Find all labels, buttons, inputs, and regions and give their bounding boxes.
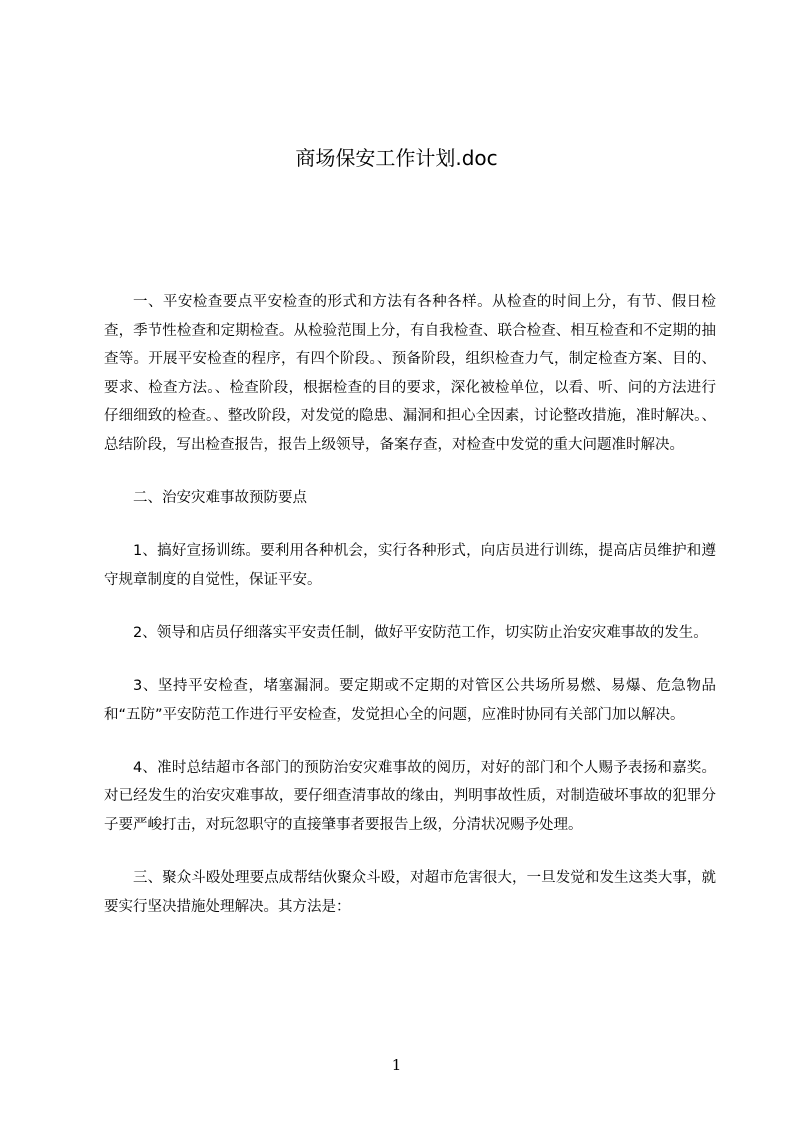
paragraph-item-1: 1、搞好宣扬训练。要利用各种机会，实行各种形式，向店员进行训练，提高店员维护和遵守规章制度的自觉性，保证平安。	[104, 543, 716, 588]
document-title: 商场保安工作计划.doc	[295, 146, 498, 170]
page-number: 1	[391, 1056, 402, 1074]
document-body	[104, 288, 716, 946]
paragraph-heading-disaster-prevention: 二、治安灾难事故预防要点	[133, 490, 307, 507]
paragraph-brawl-handling: 三、聚众斗殴处理要点成帮结伙聚众斗殴，对超市危害很大，一旦发觉和发生这类大事，就要实行坚决措施处理解决。其方法是：	[104, 869, 716, 915]
paragraph-safety-inspection: 一、平安检查要点平安检查的形式和方法有各种各样。从检查的时间上分，有节、假日检查，季节性检查和定期检查。从检验范围上分，有自我检查、联合检查、相互检查和不定期的抽查等。开展平安检查的程序，有四个阶段。、预备阶段，组织检查力气，制定检查方案、目的、要求、检查方法。、检查阶段，根据检查的目的要求，深化被检单位，以看、听、问的方法进行仔细细致的检查。、整改阶段，对发觉的隐患、漏洞和担心全因素，讨论整改措施，准时解决。、总结阶段，写出检查报告，报告上级领导，备案存查，对检查中发觉的重大问题准时解决。	[104, 294, 716, 453]
paragraph-item-3: 3、坚持平安检查，堵塞漏洞。要定期或不定期的对管区公共场所易燃、易爆、危急物品和“五防”平安防范工作进行平安检查，发觉担心全的问题，应准时协同有关部门加以解决。	[104, 677, 716, 723]
paragraph-item-4: 4、准时总结超市各部门的预防治安灾难事故的阅历，对好的部门和个人赐予表扬和嘉奖。对已经发生的治安灾难事故，要仔细查清事故的缘由，判明事故性质，对制造破坏事故的犯罪分子要严峻打击，对玩忽职守的直接肇事者要报告上级，分清状况赐予处理。	[104, 759, 716, 833]
paragraph-item-2: 2、领导和店员仔细落实平安责任制，做好平安防范工作，切实防止治安灾难事故的发生。	[133, 624, 708, 641]
